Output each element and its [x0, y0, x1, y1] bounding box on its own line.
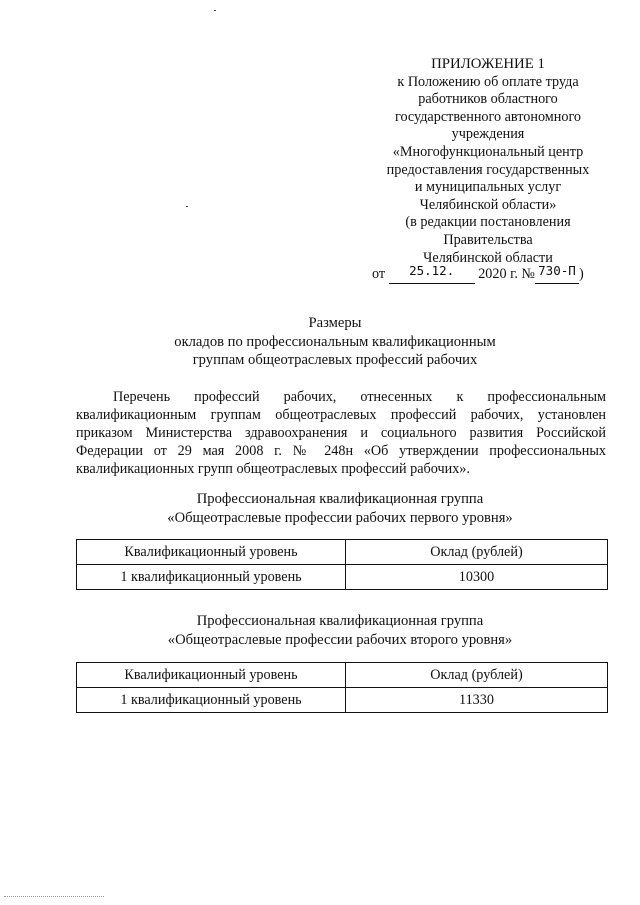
appendix-title: ПРИЛОЖЕНИЕ 1	[431, 56, 545, 72]
date-year: 2020 г. №	[478, 266, 535, 282]
appendix-line: «Многофункциональный центр	[392, 143, 584, 160]
table-row	[77, 565, 608, 590]
appendix-line: (в редакции постановления	[405, 214, 571, 231]
date-stamp: 25.12.	[409, 263, 455, 278]
table-header-cell: Квалификационный уровень	[77, 663, 346, 688]
salary-table-second-level	[76, 662, 608, 713]
table-header-cell: Оклад (рублей)	[346, 540, 608, 565]
group-title-first-level	[100, 490, 580, 527]
group-title-line: «Общеотраслевые профессии рабочих первого уровня»	[167, 509, 513, 526]
appendix-line: предоставления государственных	[386, 161, 590, 178]
appendix-line: учреждения	[451, 126, 525, 143]
salary-table-first-level	[76, 539, 608, 590]
group-title-line: Профессиональная квалификационная группа	[196, 613, 484, 629]
table-header-row	[77, 663, 608, 688]
group-title-line: «Общеотраслевые профессии рабочих второго уровня»	[167, 631, 513, 648]
heading-line: окладов по профессиональным квалификационным	[174, 333, 496, 350]
table-cell-salary: 11330	[346, 688, 608, 713]
table-cell-level: 1 квалификационный уровень	[77, 688, 346, 713]
appendix-line: и муниципальных услуг	[414, 179, 562, 196]
table-header-row	[77, 540, 608, 565]
appendix-line: Челябинской области»	[419, 196, 557, 213]
resolution-date-line	[372, 263, 612, 284]
scan-speck	[186, 206, 188, 207]
document-heading	[120, 314, 550, 370]
scan-footer-mark	[4, 896, 104, 899]
number-field	[535, 263, 579, 284]
date-prefix: от	[372, 266, 386, 282]
heading-line: группам общеотраслевых профессий рабочих	[192, 352, 478, 368]
appendix-line: государственного автономного	[394, 108, 581, 125]
date-suffix: )	[578, 266, 584, 282]
table-cell-level: 1 квалификационный уровень	[77, 565, 346, 590]
table-header-cell: Оклад (рублей)	[346, 663, 608, 688]
appendix-line: Правительства	[443, 231, 533, 248]
date-field	[389, 263, 475, 284]
scan-speck	[214, 10, 216, 11]
number-stamp: 730-П	[538, 263, 576, 278]
appendix-block	[368, 56, 608, 267]
heading-line: Размеры	[308, 315, 362, 331]
appendix-line: Челябинской области	[423, 249, 553, 266]
table-header-cell: Квалификационный уровень	[77, 540, 346, 565]
table-row	[77, 688, 608, 713]
group-title-second-level	[100, 612, 580, 649]
appendix-line: работников областного	[418, 91, 558, 108]
appendix-line: к Положению об оплате труда	[397, 73, 579, 90]
table-cell-salary: 10300	[346, 565, 608, 590]
group-title-line: Профессиональная квалификационная группа	[196, 491, 484, 507]
intro-paragraph: Перечень профессий рабочих, отнесенных к профессиональным квалификационным группам общеотраслевых профессий рабочих, установлен приказом Министерства здравоохранения и социального развития Российской Федерации от 29 мая 2008 г. № 248н «Об утверждении профессиональных квалификационных групп общеотраслевых профессий рабочих».	[76, 389, 606, 477]
